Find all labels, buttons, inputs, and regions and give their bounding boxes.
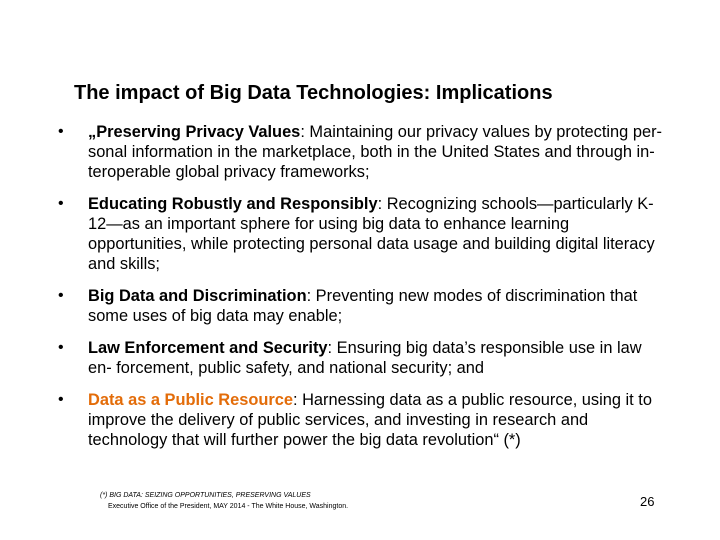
bullet-icon: • (58, 391, 64, 408)
bullet-text: : Recognizing schools—particularly K- 12—as an important sphere for using big data to enhance learning opportunities, while protecting personal data usage and building digital literacy and skills; (88, 195, 655, 273)
bullet-item-discrimination (58, 286, 668, 326)
bullet-item-law-enforcement (58, 338, 668, 378)
bullet-item-education (58, 194, 668, 274)
bullet-text: : Harnessing data as a public resource, using it to improve the delivery of public services, and investing in research and technology that will further power the big data revolution“ (*) (88, 391, 652, 449)
footnote-source-publisher: Executive Office of the President, MAY 2014 - The White House, Washington. (108, 503, 349, 510)
bullet-icon: • (58, 123, 64, 140)
slide-title: The impact of Big Data Technologies: Implications (74, 82, 553, 104)
footnote (100, 490, 348, 512)
bullet-text: : Ensuring big data’s responsible use in law en- forcement, public safety, and national security; and (88, 339, 642, 377)
bullet-heading: „Preserving Privacy Values (88, 123, 301, 141)
bullet-item-public-resource (58, 390, 668, 450)
bullet-heading: Big Data and Discrimination (88, 287, 307, 305)
bullet-item-privacy (58, 122, 668, 182)
bullet-icon: • (58, 195, 64, 212)
bullet-heading-highlighted: Data as a Public Resource (88, 391, 293, 409)
bullet-heading: Educating Robustly and Responsibly (88, 195, 378, 213)
bullet-heading: Law Enforcement and Security (88, 339, 328, 357)
bullet-text: : Preventing new modes of discrimination that some uses of big data may enable; (88, 287, 638, 325)
bullet-list (58, 122, 668, 462)
bullet-icon: • (58, 339, 64, 356)
footnote-source-title: (*) BIG DATA: SEIZING OPPORTUNITIES, PRESERVING VALUES (100, 492, 311, 499)
bullet-icon: • (58, 287, 64, 304)
page-number: 26 (640, 494, 655, 509)
bullet-text: : Maintaining our privacy values by protecting per- sonal information in the marketplace, both in the United States and through in- teroperable global privacy frameworks; (88, 123, 662, 181)
